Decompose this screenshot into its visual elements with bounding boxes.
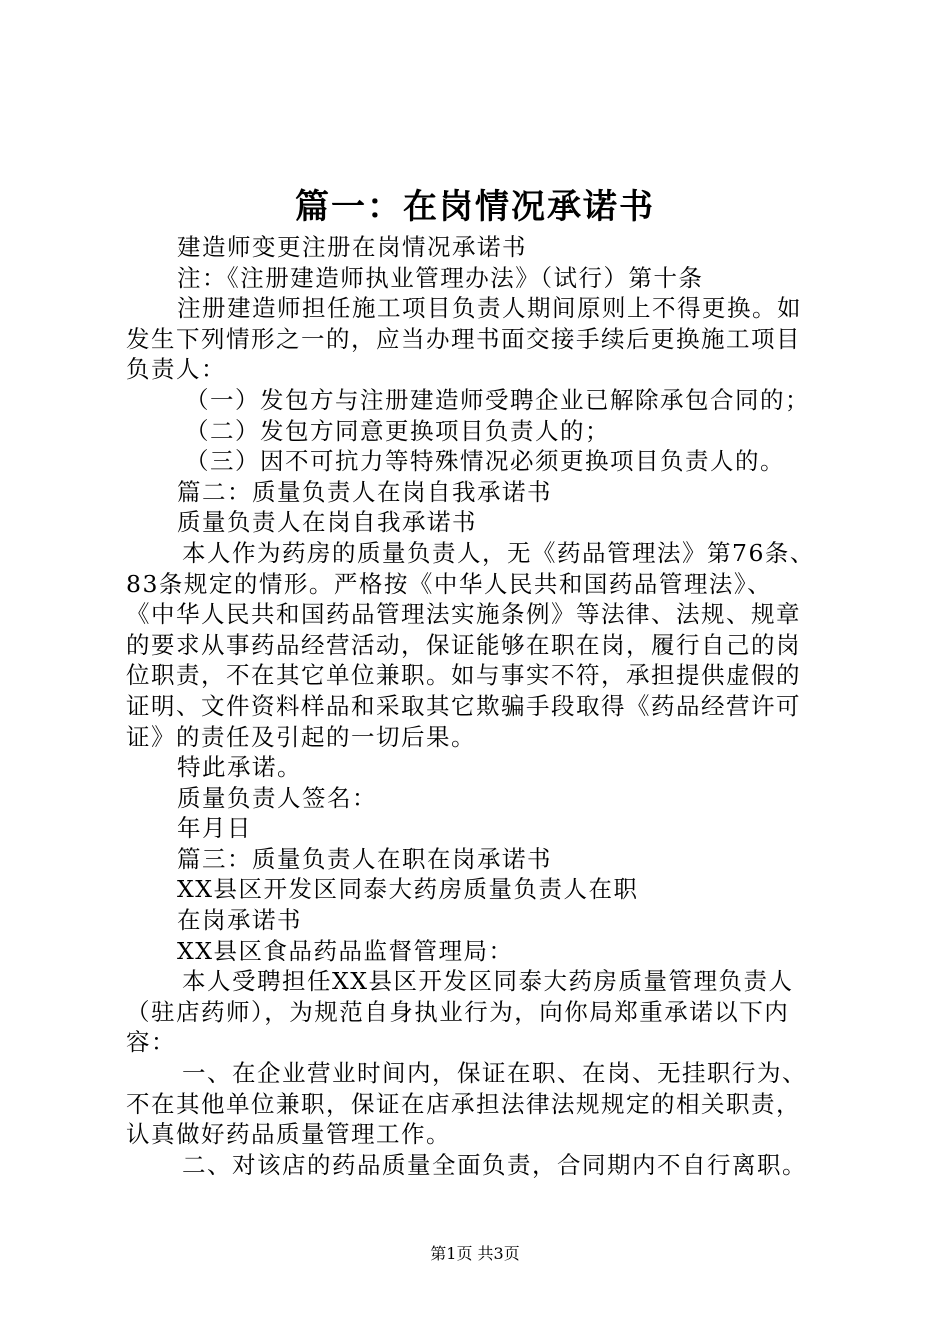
body-line: 质量负责人在岗自我承诺书 — [177, 508, 477, 537]
body-line: 认真做好药品质量管理工作。 — [126, 1120, 451, 1149]
body-line: XX县区食品药品监督管理局： — [177, 936, 514, 965]
body-line: 篇三：质量负责人在职在岗承诺书 — [177, 844, 552, 873]
body-line: 本人受聘担任XX县区开发区同泰大药房质量管理负责人 — [182, 967, 794, 996]
body-line: 特此承诺。 — [177, 753, 302, 782]
body-line: （三）因不可抗力等特殊情况必须更换项目负责人的。 — [185, 447, 785, 476]
body-line: 篇二：质量负责人在岗自我承诺书 — [177, 477, 552, 506]
body-line: 二、对该店的药品质量全面负责，合同期内不自行离职。 — [182, 1150, 807, 1179]
body-line: 注：《注册建造师执业管理办法》（试行）第十条 — [177, 263, 704, 292]
body-line: 注册建造师担任施工项目负责人期间原则上不得更换。如 — [177, 294, 802, 323]
body-line: XX县区开发区同泰大药房质量负责人在职 — [177, 875, 639, 904]
body-line: 证》的责任及引起的一切后果。 — [126, 722, 476, 751]
body-line: 本人作为药房的质量负责人，无《药品管理法》第76条、 — [182, 538, 815, 567]
body-line: 质量负责人签名： — [177, 783, 377, 812]
body-line: 发生下列情形之一的，应当办理书面交接手续后更换施工项目 — [126, 324, 801, 353]
body-line: （一）发包方与注册建造师受聘企业已解除承包合同的； — [185, 385, 810, 414]
document-title: 篇一：在岗情况承诺书 — [295, 187, 655, 227]
body-line: （驻店药师），为规范自身执业行为，向你局郑重承诺以下内 — [126, 997, 790, 1026]
body-line: 建造师变更注册在岗情况承诺书 — [177, 233, 527, 261]
body-line: 年月日 — [177, 814, 252, 843]
page-footer: 第1页 共3页 — [430, 1244, 520, 1263]
body-line: 位职责，不在其它单位兼职。如与事实不符，承担提供虚假的 — [126, 661, 801, 690]
body-line: 的要求从事药品经营活动，保证能够在职在岗，履行自己的岗 — [126, 630, 801, 659]
body-line: 负责人： — [126, 355, 226, 384]
body-line: 不在其他单位兼职，保证在店承担法律法规规定的相关职责， — [126, 1089, 801, 1118]
body-line: 容： — [126, 1028, 176, 1057]
body-line: 一、在企业营业时间内，保证在职、在岗、无挂职行为、 — [182, 1059, 807, 1088]
body-line: 《中华人民共和国药品管理法实施条例》等法律、法规、规章 — [126, 600, 801, 629]
body-line: 证明、文件资料样品和采取其它欺骗手段取得《药品经营许可 — [126, 691, 801, 720]
body-line: （二）发包方同意更换项目负责人的； — [185, 416, 610, 445]
body-line: 在岗承诺书 — [177, 906, 302, 935]
document-body — [126, 232, 836, 1180]
body-line: 83条规定的情形。严格按《中华人民共和国药品管理法》、 — [126, 569, 773, 598]
